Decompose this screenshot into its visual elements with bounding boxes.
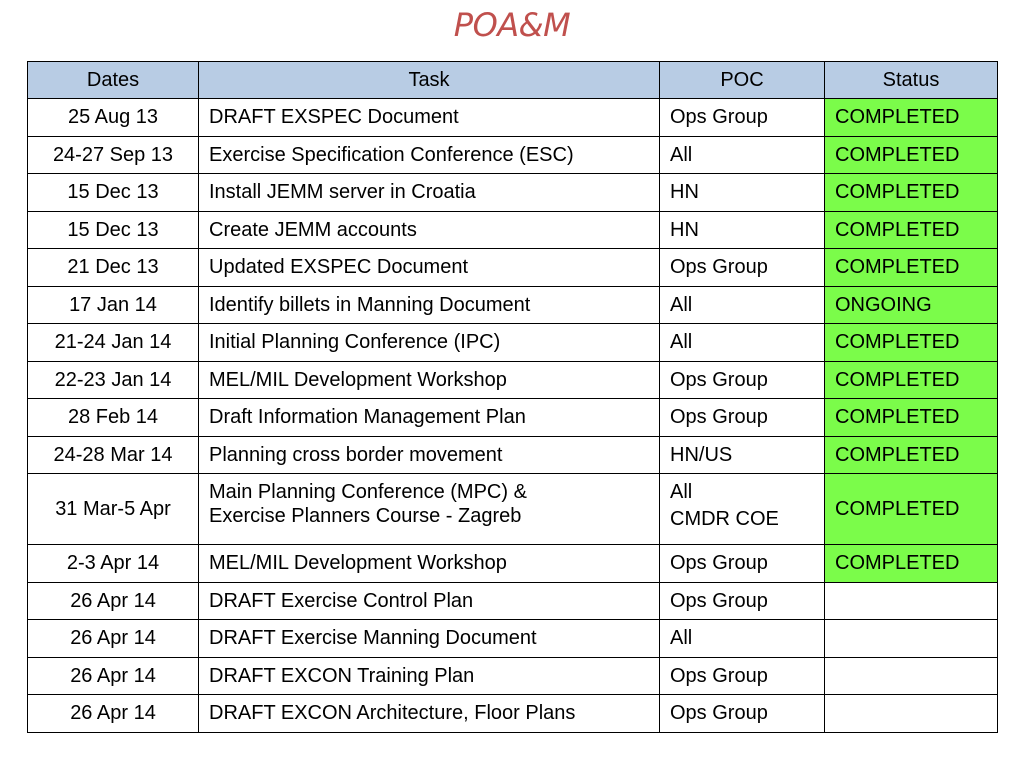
- date-cell: 17 Jan 14: [28, 286, 199, 324]
- task-cell: [199, 324, 660, 362]
- table-row: [28, 620, 998, 658]
- poc-line: All: [670, 143, 693, 166]
- status-cell: COMPLETED: [825, 174, 998, 212]
- status-cell: ONGOING: [825, 286, 998, 324]
- date-cell: 24-27 Sep 13: [28, 136, 199, 174]
- poc-line: Ops Group: [670, 106, 768, 129]
- task-line: Identify billets in Manning Document: [209, 293, 531, 316]
- table-row: [28, 136, 998, 174]
- poc-cell: [660, 286, 825, 324]
- task-cell: [199, 286, 660, 324]
- table-row: [28, 361, 998, 399]
- status-cell: COMPLETED: [825, 474, 998, 545]
- poc-line: All: [670, 293, 693, 316]
- task-cell: [199, 399, 660, 437]
- date-cell: 15 Dec 13: [28, 211, 199, 249]
- table-row: [28, 695, 998, 733]
- poam-table: [27, 61, 998, 733]
- task-line: MEL/MIL Development Workshop: [209, 368, 507, 391]
- page-title: POA&M: [453, 6, 571, 44]
- poc-line: CMDR COE: [670, 508, 779, 530]
- task-line: Planning cross border movement: [209, 443, 503, 466]
- task-cell: [199, 361, 660, 399]
- poc-cell: [660, 174, 825, 212]
- poc-cell: [660, 657, 825, 695]
- date-cell: 22-23 Jan 14: [28, 361, 199, 399]
- poc-line: All: [670, 331, 693, 354]
- poc-line: Ops Group: [670, 552, 768, 575]
- table-row: [28, 249, 998, 287]
- poc-cell: [660, 474, 825, 545]
- date-cell: 21 Dec 13: [28, 249, 199, 287]
- poc-line: All: [670, 627, 693, 650]
- status-cell: [825, 620, 998, 658]
- task-line: DRAFT EXCON Training Plan: [209, 664, 475, 687]
- status-cell: COMPLETED: [825, 399, 998, 437]
- poc-cell: [660, 399, 825, 437]
- task-line: DRAFT EXCON Architecture, Floor Plans: [209, 702, 576, 725]
- poc-line: HN: [670, 218, 699, 241]
- table-row: [28, 474, 998, 545]
- task-line: Main Planning Conference (MPC) &: [209, 481, 527, 503]
- table-row: [28, 582, 998, 620]
- table-body: [28, 99, 998, 733]
- status-cell: COMPLETED: [825, 545, 998, 583]
- poc-line: Ops Group: [670, 368, 768, 391]
- poc-cell: [660, 695, 825, 733]
- date-cell: 28 Feb 14: [28, 399, 199, 437]
- poc-line: Ops Group: [670, 406, 768, 429]
- task-line: Draft Information Management Plan: [209, 406, 526, 429]
- poc-cell: [660, 249, 825, 287]
- task-cell: [199, 474, 660, 545]
- poc-cell: [660, 582, 825, 620]
- table-row: [28, 324, 998, 362]
- task-cell: [199, 545, 660, 583]
- task-cell: [199, 695, 660, 733]
- poc-cell: [660, 99, 825, 137]
- task-line: MEL/MIL Development Workshop: [209, 552, 507, 575]
- date-cell: 21-24 Jan 14: [28, 324, 199, 362]
- task-line: Exercise Planners Course - Zagreb: [209, 505, 522, 527]
- date-cell: 31 Mar-5 Apr: [28, 474, 199, 545]
- task-cell: [199, 657, 660, 695]
- table-row: [28, 211, 998, 249]
- task-line: Updated EXSPEC Document: [209, 256, 469, 279]
- poc-cell: [660, 545, 825, 583]
- table-row: [28, 286, 998, 324]
- date-cell: 25 Aug 13: [28, 99, 199, 137]
- poc-cell: [660, 136, 825, 174]
- date-cell: 15 Dec 13: [28, 174, 199, 212]
- date-cell: 26 Apr 14: [28, 657, 199, 695]
- status-cell: COMPLETED: [825, 436, 998, 474]
- status-cell: COMPLETED: [825, 99, 998, 137]
- task-line: Exercise Specification Conference (ESC): [209, 143, 574, 166]
- table-row: [28, 436, 998, 474]
- task-cell: [199, 174, 660, 212]
- poc-line: All: [670, 481, 693, 503]
- table-header-row: [28, 62, 998, 99]
- task-line: DRAFT Exercise Manning Document: [209, 627, 537, 650]
- date-cell: 26 Apr 14: [28, 695, 199, 733]
- task-line: Initial Planning Conference (IPC): [209, 331, 501, 354]
- status-cell: COMPLETED: [825, 211, 998, 249]
- date-cell: 2-3 Apr 14: [28, 545, 199, 583]
- status-cell: COMPLETED: [825, 249, 998, 287]
- poc-line: Ops Group: [670, 589, 768, 612]
- poc-cell: [660, 620, 825, 658]
- status-cell: COMPLETED: [825, 324, 998, 362]
- poc-line: HN: [670, 181, 699, 204]
- task-line: DRAFT EXSPEC Document: [209, 106, 459, 129]
- poc-cell: [660, 436, 825, 474]
- task-cell: [199, 211, 660, 249]
- date-cell: 24-28 Mar 14: [28, 436, 199, 474]
- poc-cell: [660, 324, 825, 362]
- column-header-poc: POC: [660, 62, 825, 99]
- date-cell: 26 Apr 14: [28, 582, 199, 620]
- task-line: Install JEMM server in Croatia: [209, 181, 476, 204]
- poc-cell: [660, 361, 825, 399]
- status-cell: [825, 657, 998, 695]
- task-cell: [199, 436, 660, 474]
- task-cell: [199, 99, 660, 137]
- task-line: Create JEMM accounts: [209, 218, 417, 241]
- table-row: [28, 657, 998, 695]
- table-row: [28, 545, 998, 583]
- column-header-dates: Dates: [28, 62, 199, 99]
- table-row: [28, 399, 998, 437]
- task-line: DRAFT Exercise Control Plan: [209, 589, 474, 612]
- column-header-status: Status: [825, 62, 998, 99]
- poc-cell: [660, 211, 825, 249]
- task-cell: [199, 249, 660, 287]
- task-cell: [199, 620, 660, 658]
- poc-line: HN/US: [670, 443, 733, 466]
- status-cell: [825, 582, 998, 620]
- table-row: [28, 99, 998, 137]
- status-cell: [825, 695, 998, 733]
- table-row: [28, 174, 998, 212]
- task-cell: [199, 136, 660, 174]
- date-cell: 26 Apr 14: [28, 620, 199, 658]
- status-cell: COMPLETED: [825, 136, 998, 174]
- poc-line: Ops Group: [670, 702, 768, 725]
- task-cell: [199, 582, 660, 620]
- status-cell: COMPLETED: [825, 361, 998, 399]
- poc-line: Ops Group: [670, 256, 768, 279]
- poc-line: Ops Group: [670, 664, 768, 687]
- column-header-task: Task: [199, 62, 660, 99]
